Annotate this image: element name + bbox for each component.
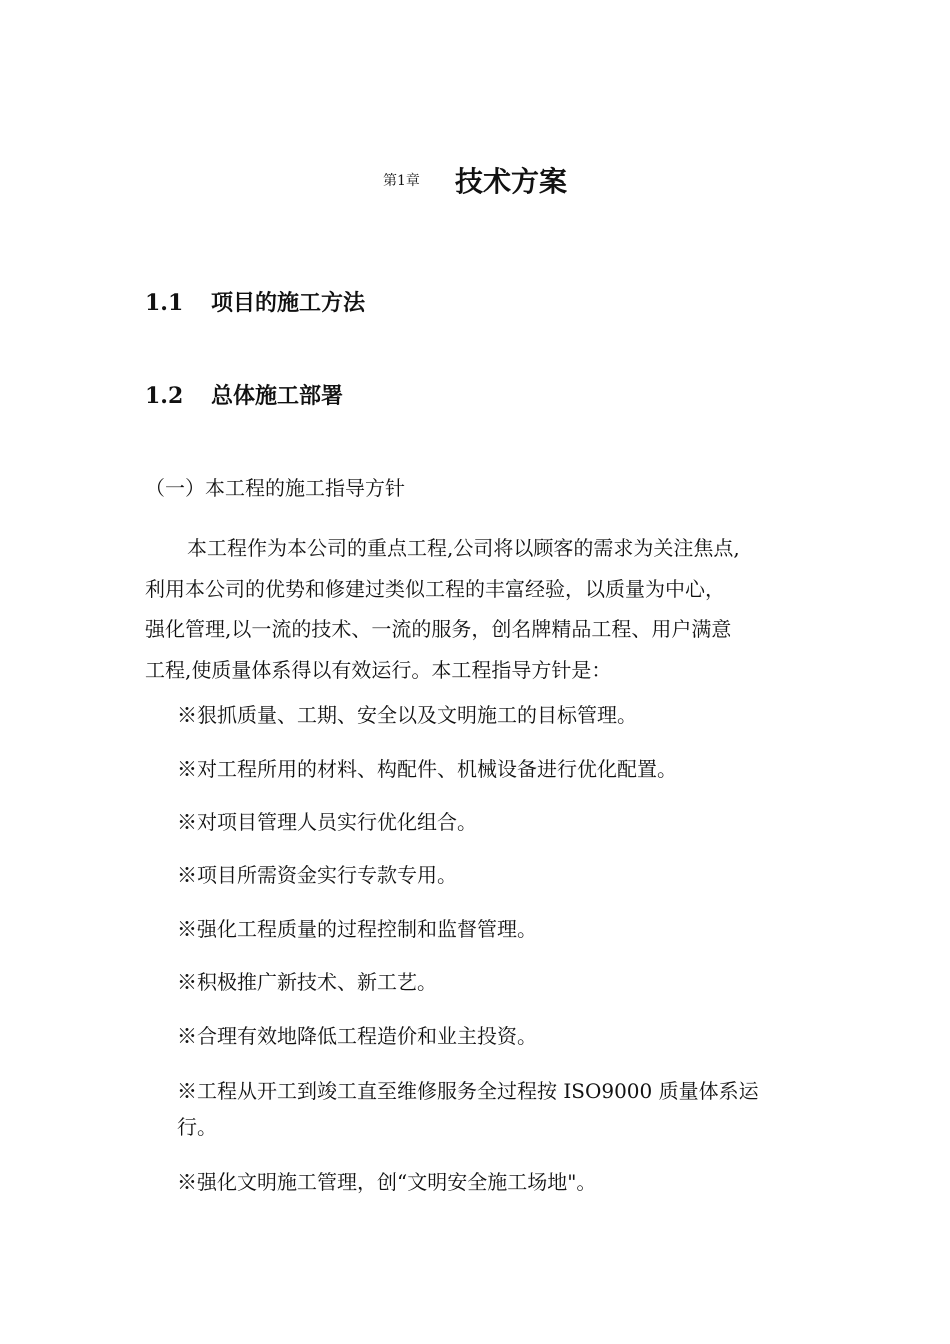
section-title: 项目的施工方法 (211, 290, 366, 316)
list-item-text: ※对工程所用的材料、构配件、机械设备进行优化配置。 (177, 757, 677, 781)
subsection-heading: （一）本工程的施工指导方针 (145, 476, 405, 500)
list-item-text: ※狠抓质量、工期、安全以及文明施工的目标管理。 (177, 703, 637, 727)
section-heading-1-1 (145, 286, 365, 317)
paragraph-line: 工程,使质量体系得以有效运行。本工程指导方针是： (145, 657, 612, 682)
paragraph-line: 强化管理,以一流的技术、一流的服务，创名牌精品工程、用户满意 (145, 617, 732, 641)
list-item-text: ※工程从开工到竣工直至维修服务全过程按 ISO9000 质量体系运 (177, 1079, 759, 1103)
chapter-title: 技术方案 (455, 165, 568, 198)
list-item (177, 751, 817, 787)
chapter-label: 第1章 (382, 173, 420, 189)
section-number: 1.2 (145, 383, 184, 409)
paragraph-line: 利用本公司的优势和修建过类似工程的丰富经验，以质量为中心， (145, 576, 725, 601)
list-item (177, 964, 817, 1000)
list-item (177, 804, 817, 840)
section-heading-1-2 (145, 379, 343, 410)
list-item-text: ※项目所需资金实行专款专用。 (177, 863, 457, 887)
list-item (177, 857, 817, 893)
list-item-text: ※强化文明施工管理，创“文明安全施工场地"。 (177, 1170, 597, 1194)
guideline-paragraph (145, 528, 815, 690)
chapter-heading (0, 160, 950, 200)
list-item-text: 行。 (177, 1115, 217, 1139)
paragraph-line: 本工程作为本公司的重点工程,公司将以顾客的需求为关注焦点, (187, 536, 740, 560)
list-item (177, 911, 817, 947)
list-item (177, 1164, 817, 1200)
list-item-text: ※强化工程质量的过程控制和监督管理。 (177, 917, 537, 941)
section-number: 1.1 (145, 290, 184, 316)
list-item (177, 697, 817, 733)
list-item (177, 1018, 817, 1054)
list-item-text: ※合理有效地降低工程造价和业主投资。 (177, 1024, 537, 1048)
section-title: 总体施工部署 (211, 383, 344, 409)
list-item-text: ※对项目管理人员实行优化组合。 (177, 810, 477, 834)
list-item-text: ※积极推广新技术、新工艺。 (177, 970, 437, 994)
list-item (177, 1073, 817, 1145)
